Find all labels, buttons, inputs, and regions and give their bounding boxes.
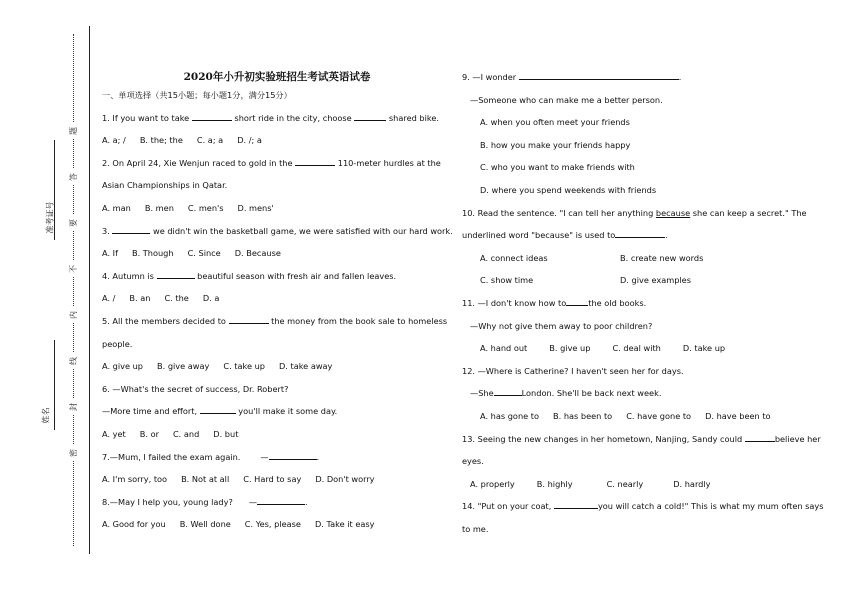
options-10a: A. connect ideas B. create new words xyxy=(480,252,704,263)
page-title: 2020年小升初实验班招生考试英语试卷 xyxy=(183,71,371,83)
question-7: 7.—Mum, I failed the exam again. — . xyxy=(102,451,320,462)
question-11: 11. —I don't know how to the old books. xyxy=(462,297,647,308)
question-6: 6. —What's the secret of success, Dr. Robert? xyxy=(102,383,289,394)
left-column xyxy=(102,66,452,536)
answer-blank[interactable] xyxy=(745,432,775,442)
question-9-reply: —Someone who can make me a better person. xyxy=(470,94,663,105)
answer-blank[interactable] xyxy=(257,495,305,505)
options-10b: C. show time D. give examples xyxy=(480,275,691,286)
name-label: 姓名 xyxy=(41,407,51,424)
exam-id-label: 准考证号 xyxy=(45,201,55,234)
name-field[interactable] xyxy=(54,340,55,430)
question-12-reply: —She London. She'll be back next week. xyxy=(470,388,662,399)
option: A. when you often meet your friends xyxy=(480,117,630,128)
seal-char: 题 xyxy=(69,123,79,139)
question-13-cont: eyes. xyxy=(462,456,484,467)
answer-blank[interactable] xyxy=(566,296,588,306)
right-column xyxy=(462,66,824,540)
options-12: A. has gone to B. has been to C. have gone to D. have been to xyxy=(480,410,771,421)
answer-blank[interactable] xyxy=(295,156,335,166)
seal-char: 封 xyxy=(69,399,79,415)
question-8: 8.—May I help you, young lady? — . xyxy=(102,496,308,507)
question-1: 1. If you want to take short ride in the city, choose shared bike. xyxy=(102,112,439,123)
question-3: 3. we didn't win the basketball game, we were satisfied with our hard work. xyxy=(102,225,453,236)
seal-char: 内 xyxy=(69,307,79,323)
options-13: A. properly B. highly C. nearly D. hardly xyxy=(470,478,711,489)
question-14: 14. "Put on your coat, you will catch a cold!" This is what my mum often says xyxy=(462,501,824,512)
answer-blank[interactable] xyxy=(354,111,386,121)
question-12: 12. —Where is Catherine? I haven't seen her for days. xyxy=(462,365,684,376)
options-6: A. yet B. or C. and D. but xyxy=(102,428,239,439)
question-5: 5. All the members decided to the money from the book sale to homeless xyxy=(102,315,448,326)
question-9: 9. —I wonder . xyxy=(462,72,682,82)
seal-line xyxy=(73,34,74,546)
question-2: 2. On April 24, Xie Wenjun raced to gold in the 110-meter hurdles at the xyxy=(102,157,441,168)
options-8: A. Good for you B. Well done C. Yes, please D. Take it easy xyxy=(102,519,375,530)
question-10-cont: underlined word "because" is used to . xyxy=(462,230,668,241)
answer-blank[interactable] xyxy=(229,314,269,324)
answer-blank[interactable] xyxy=(112,224,150,234)
seal-char: 不 xyxy=(69,261,79,277)
exam-id-field[interactable] xyxy=(54,140,55,240)
seal-char: 要 xyxy=(69,215,79,231)
question-4: 4. Autumn is beautiful season with fresh air and fallen leaves. xyxy=(102,270,397,281)
options-11: A. hand out B. give up C. deal with D. take up xyxy=(480,343,726,354)
question-6-reply: —More time and effort, you'll make it some day. xyxy=(102,406,338,417)
answer-blank[interactable] xyxy=(269,450,317,460)
answer-blank[interactable] xyxy=(192,111,232,121)
answer-blank[interactable] xyxy=(200,404,236,414)
options-1: A. a; / B. the; the C. a; a D. /; a xyxy=(102,135,262,146)
options-3: A. If B. Though C. Since D. Because xyxy=(102,248,281,259)
seal-char: 答 xyxy=(69,169,79,185)
question-14-cont: to me. xyxy=(462,523,489,534)
section-heading: 一、单项选择（共15小题；每小题1分，满分15分） xyxy=(102,90,292,100)
question-11-reply: —Why not give them away to poor children? xyxy=(470,320,653,331)
answer-blank[interactable] xyxy=(494,386,522,396)
answer-blank[interactable] xyxy=(554,499,598,509)
answer-blank[interactable] xyxy=(519,70,679,80)
option: B. how you make your friends happy xyxy=(480,139,631,150)
margin-line xyxy=(89,26,90,554)
options-5: A. give up B. give away C. take up D. take away xyxy=(102,361,333,372)
answer-blank[interactable] xyxy=(157,269,195,279)
options-4: A. / B. an C. the D. a xyxy=(102,293,220,304)
question-10: 10. Read the sentence. "I can tell her anything because she can keep a secret." The xyxy=(462,207,807,218)
options-2: A. man B. men C. men's D. mens' xyxy=(102,202,274,213)
options-7: A. I'm sorry, too B. Not at all C. Hard to say D. Don't worry xyxy=(102,474,375,485)
question-5-cont: people. xyxy=(102,338,133,349)
answer-blank[interactable] xyxy=(615,228,665,238)
question-13: 13. Seeing the new changes in her hometown, Nanjing, Sandy could believe her xyxy=(462,433,821,444)
option: D. where you spend weekends with friends xyxy=(480,184,657,195)
question-2-cont: Asian Championships in Qatar. xyxy=(102,180,228,191)
seal-char: 密 xyxy=(69,445,79,461)
seal-char: 线 xyxy=(69,353,79,369)
option: C. who you want to make friends with xyxy=(480,162,635,173)
